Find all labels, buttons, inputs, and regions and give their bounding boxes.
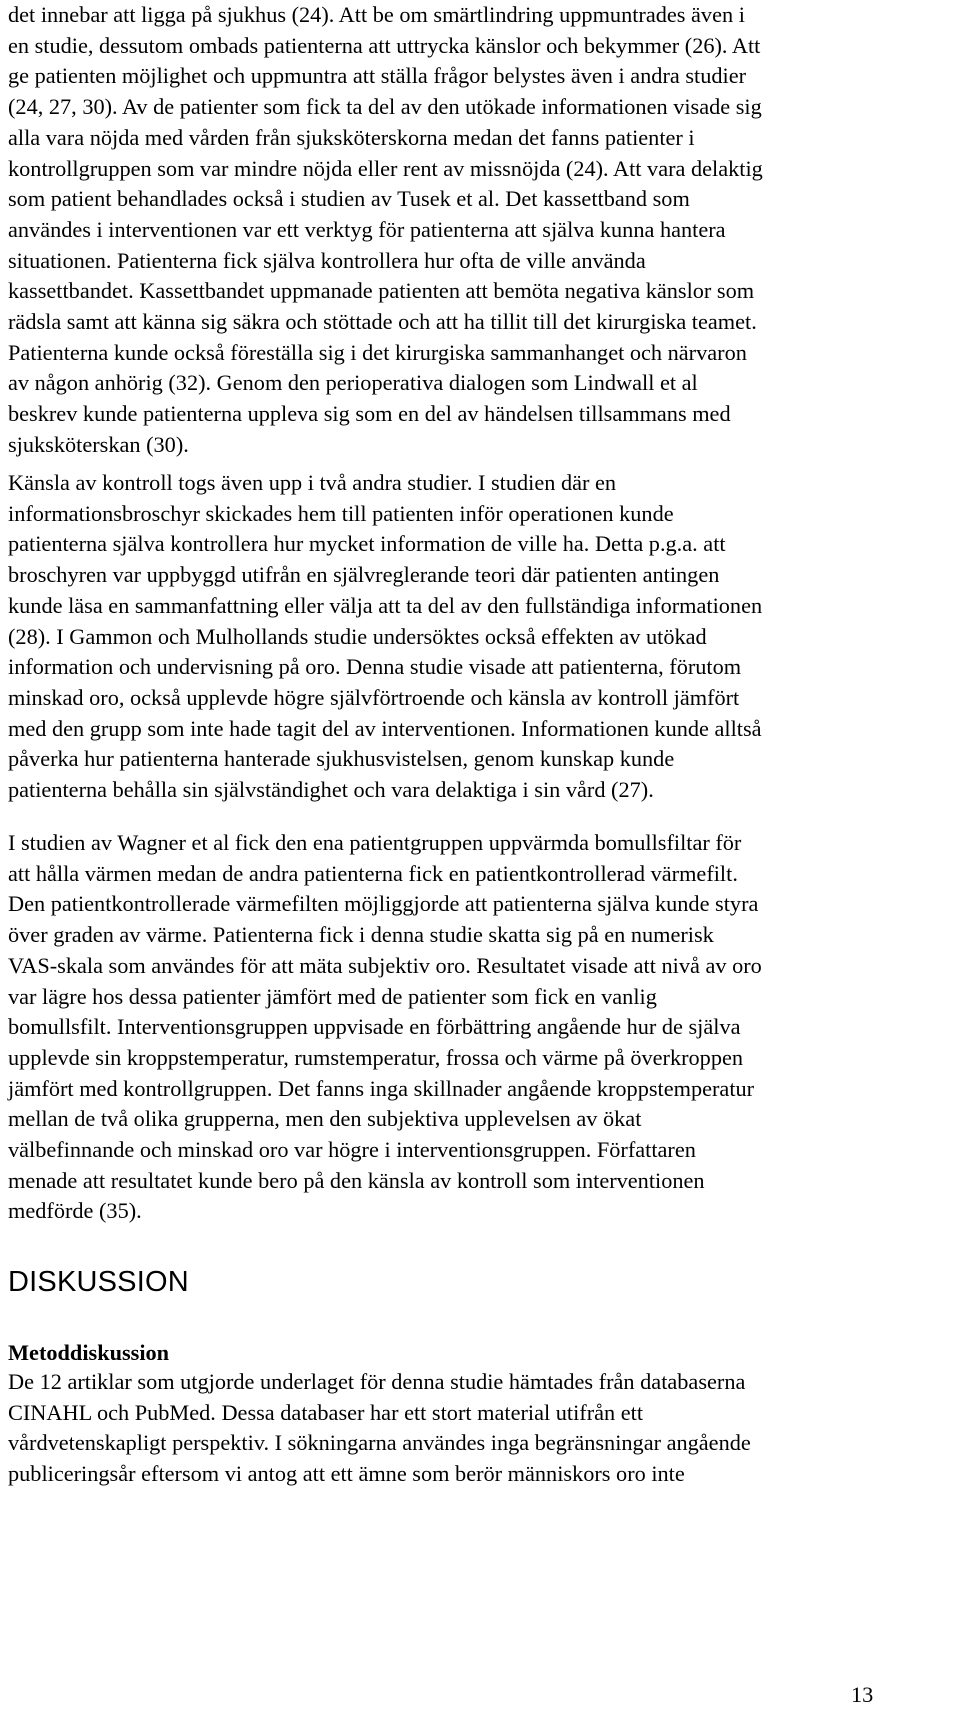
section-heading: DISKUSSION bbox=[8, 1266, 189, 1298]
text-line: mellan de två olika grupperna, men den subjektiva upplevelsen av ökat bbox=[8, 1106, 642, 1132]
text-line: I studien av Wagner et al fick den ena patientgruppen uppvärmda bomullsfiltar för bbox=[8, 830, 742, 855]
text-line: rädsla samt att känna sig säkra och stöttade och att ha tillit till det kirurgiska teamet. bbox=[8, 309, 757, 335]
text-line: (28). I Gammon och Mulhollands studie undersöktes också effekten av utökad bbox=[8, 623, 707, 649]
text-line: att hålla värmen medan de andra patienterna fick en patientkontrollerad värmefilt. bbox=[8, 860, 738, 886]
text-line: bomullsfilt. Interventionsgruppen uppvisade en förbättring angående hur de själva bbox=[8, 1014, 741, 1040]
text-line: användes i interventionen var ett verktyg för patienterna att själva kunna hantera bbox=[8, 216, 726, 242]
text-line: minskad oro, också upplevde högre självförtroende och känsla av kontroll jämfört bbox=[8, 684, 740, 710]
text-line: det innebar att ligga på sjukhus (24). Att be om smärtlindring uppmuntrades även i bbox=[8, 2, 745, 27]
body-paragraph bbox=[8, 0, 948, 461]
text-line: menade att resultatet kunde bero på den känsla av kontroll som interventionen bbox=[8, 1167, 705, 1193]
text-line: medförde (35). bbox=[8, 1198, 142, 1224]
text-line: över graden av värme. Patienterna fick i denna studie skatta sig på en numerisk bbox=[8, 922, 714, 948]
subsection-heading: Metoddiskussion bbox=[8, 1340, 170, 1365]
text-line: patienterna behålla sin självständighet och vara delaktiga i sin vård (27). bbox=[8, 777, 654, 803]
text-line: påverka hur patienterna hanterade sjukhusvistelsen, genom kunskap kunde bbox=[8, 746, 675, 772]
text-line: var lägre hos dessa patienter jämfört med de patienter som fick en vanlig bbox=[8, 983, 657, 1009]
text-line: patienterna själva kontrollera hur mycket information de ville ha. Detta p.g.a. att bbox=[8, 531, 726, 557]
text-line: beskrev kunde patienterna uppleva sig som en del av händelsen tillsammans med bbox=[8, 401, 731, 427]
text-line: Den patientkontrollerade värmefilten möjliggjorde att patienterna själva kunde styra bbox=[8, 891, 759, 917]
body-paragraph bbox=[8, 468, 948, 806]
text-line: broschyren var uppbyggd utifrån en självreglerande teori där patienten antingen bbox=[8, 562, 720, 588]
text-line: som patient behandlades också i studien av Tusek et al. Det kassettband som bbox=[8, 186, 690, 212]
text-line: (24, 27, 30). Av de patienter som fick ta del av den utökade informationen visade sig bbox=[8, 94, 762, 120]
text-line: en studie, dessutom ombads patienterna att uttrycka känslor och bekymmer (26). Att bbox=[8, 32, 761, 58]
text-line: Patienterna kunde också föreställa sig i det kirurgiska sammanhanget och närvaron bbox=[8, 339, 747, 365]
page-number: 13 bbox=[851, 1682, 874, 1707]
text-line: publiceringsår eftersom vi antog att ett ämne som berör människors oro inte bbox=[8, 1461, 685, 1487]
body-paragraph bbox=[8, 1367, 948, 1490]
text-line: situationen. Patienterna fick själva kontrollera hur ofta de ville använda bbox=[8, 247, 646, 273]
text-line: ge patienten möjlighet och uppmuntra att ställa frågor belystes även i andra studier bbox=[8, 63, 747, 89]
text-line: Känsla av kontroll togs även upp i två andra studier. I studien där en bbox=[8, 470, 617, 495]
text-line: vårdvetenskapligt perspektiv. I sökningarna användes inga begränsningar angående bbox=[8, 1430, 751, 1456]
text-line: alla vara nöjda med vården från sjuksköterskorna medan det fanns patienter i bbox=[8, 124, 695, 150]
text-line: av någon anhörig (32). Genom den perioperativa dialogen som Lindwall et al bbox=[8, 370, 698, 396]
text-line: med den grupp som inte hade tagit del av interventionen. Informationen kunde alltså bbox=[8, 715, 762, 741]
text-line: välbefinnande och minskad oro var högre i interventionsgruppen. Författaren bbox=[8, 1137, 696, 1163]
text-line: upplevde sin kroppstemperatur, rumstemperatur, frossa och värme på överkroppen bbox=[8, 1044, 744, 1070]
text-line: De 12 artiklar som utgjorde underlaget för denna studie hämtades från databaserna bbox=[8, 1369, 746, 1394]
text-line: kassettbandet. Kassettbandet uppmanade patienten att bemöta negativa känslor som bbox=[8, 278, 755, 304]
text-line: CINAHL och PubMed. Dessa databaser har ett stort material utifrån ett bbox=[8, 1399, 644, 1425]
text-line: sjuksköterskan (30). bbox=[8, 431, 189, 457]
text-line: informationsbroschyr skickades hem till patienten inför operationen kunde bbox=[8, 500, 674, 526]
text-line: kunde läsa en sammanfattning eller välja att ta del av den fullständiga informationen bbox=[8, 592, 763, 618]
text-line: VAS-skala som användes för att mäta subjektiv oro. Resultatet visade att nivå av oro bbox=[8, 952, 762, 978]
body-paragraph bbox=[8, 828, 948, 1227]
text-line: information och undervisning på oro. Denna studie visade att patienterna, förutom bbox=[8, 654, 742, 680]
text-line: kontrollgruppen som var mindre nöjda eller rent av missnöjda (24). Att vara delaktig bbox=[8, 155, 763, 181]
text-line: jämfört med kontrollgruppen. Det fanns inga skillnader angående kroppstemperatur bbox=[8, 1075, 755, 1101]
